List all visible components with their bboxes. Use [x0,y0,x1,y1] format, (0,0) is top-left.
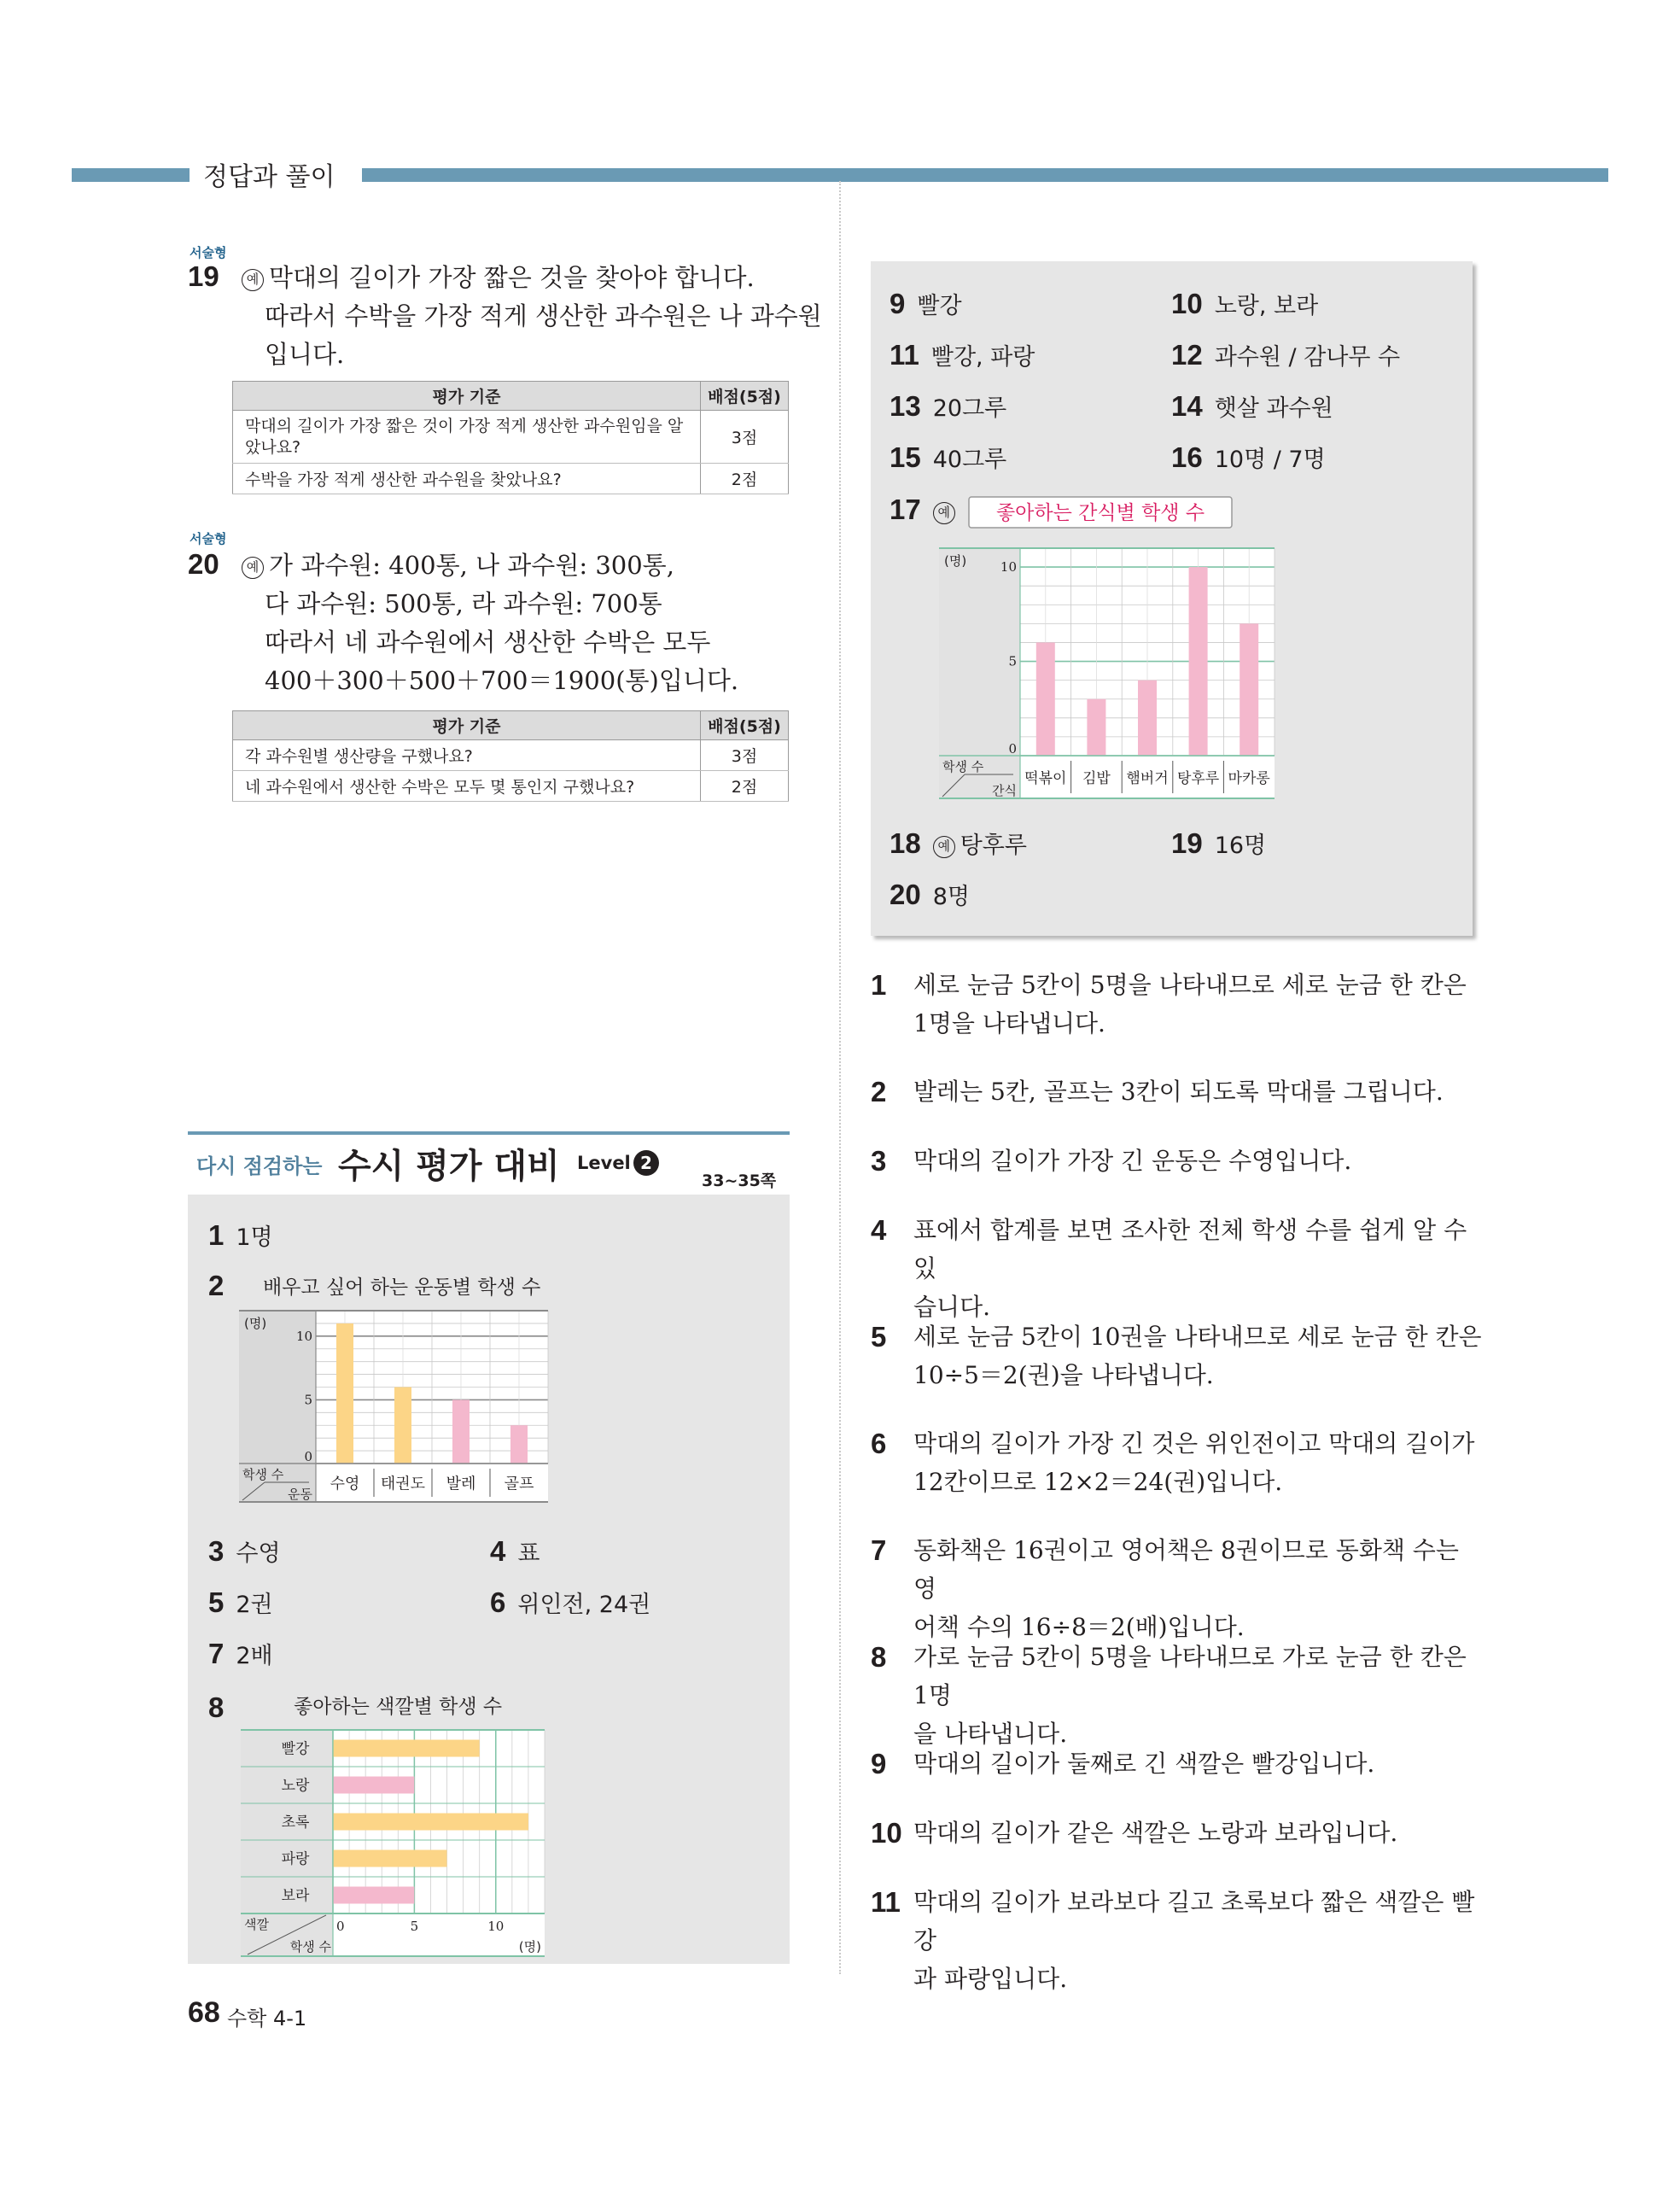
bar-발레 [452,1399,470,1464]
explanation-line: 세로 눈금 5칸이 5명을 나타내므로 세로 눈금 한 칸은 [913,971,1467,999]
bar-떡볶이 [1036,642,1055,756]
col-label: 학생 수 [289,1939,331,1954]
y-tick-label: 0 [304,1449,312,1464]
header-bar-left [72,168,190,182]
level-item [208,1691,236,1724]
points-cell: 2점 [701,464,789,494]
points-cell: 2점 [701,771,789,802]
col-label: 간식 [992,783,1017,798]
level-label: Level [577,1153,631,1173]
x-tick-label: 10 [487,1919,505,1934]
ye-mark: 예 [933,502,955,524]
explanation-line: 표에서 합계를 보면 조사한 전체 학생 수를 쉽게 알 수 있 [913,1216,1467,1282]
bar-탕후루 [1189,567,1208,756]
explanation-line: 과 파랑입니다. [913,1965,1068,1993]
explanation-number: 2 [871,1076,887,1107]
column-divider [839,181,841,1974]
plot-area [239,1311,548,1502]
bar-초록 [333,1814,528,1831]
bar-파랑 [333,1850,447,1867]
answer-number: 11 [890,339,919,371]
answer-item [890,338,1035,371]
q20-line-1-text: 가 과수원: 400통, 나 과수원: 300통, [269,551,674,580]
explanation-item [871,1211,1485,1326]
y-tick-label: 5 [1008,653,1017,669]
q19-number: 19 [188,260,219,292]
q19-tag: 서술형 [190,245,227,260]
points-cell: 3점 [701,411,789,464]
q20-line-1 [242,546,674,585]
explanation-number: 5 [871,1321,887,1353]
points-cell: 3점 [701,740,789,771]
bar-태권도 [394,1388,411,1464]
criteria-header: 평가 기준 [233,711,701,740]
level-item [208,1218,273,1252]
criteria-cell: 수박을 가장 적게 생산한 과수원을 찾았나요? [233,464,701,494]
answer-text: 40그루 [932,447,1007,473]
answer-number: 13 [890,390,921,422]
explanation-item [871,1424,1485,1501]
sport-bar-chart [239,1270,580,1513]
answer-number: 15 [890,441,921,473]
explanation-line: 동화책은 16권이고 영어책은 8권이므로 동화책 수는 영 [913,1536,1459,1603]
answer-number: 20 [890,879,921,910]
q20-tag: 서술형 [190,531,227,546]
answer-item [890,287,962,320]
explanation-number: 9 [871,1748,887,1779]
explanation-line: 막대의 길이가 가장 긴 것은 위인전이고 막대의 길이가 [913,1429,1475,1458]
answer-text: 빨강 [917,293,962,319]
criteria-header: 평가 기준 [233,382,701,411]
y-tick-label: 10 [1000,559,1017,576]
chart-title: 좋아하는 색깔별 학생 수 [294,1696,503,1718]
explanation-line: 1명을 나타냅니다. [913,1009,1105,1037]
explanation-number: 6 [871,1428,887,1459]
bar-빨강 [333,1740,480,1757]
header-bar-right [362,168,1608,182]
explanation-line: 을 나타냅니다. [913,1720,1068,1748]
criteria-cell: 각 과수원별 생산량을 구했나요? [233,740,701,771]
chart-title: 좋아하는 간식별 학생 수 [995,502,1205,524]
bar-김밥 [1087,699,1105,756]
explanation-line: 10÷5＝2(권)을 나타냅니다. [913,1361,1214,1389]
category-label: 수영 [330,1475,360,1493]
x-tick-label: 5 [410,1919,419,1934]
chart-title: 배우고 싶어 하는 운동별 학생 수 [263,1277,541,1299]
level-item-number: 2 [208,1270,225,1301]
level-item-text: 위인전, 24권 [517,1592,651,1618]
y-tick-label: 5 [304,1392,312,1408]
explanation-number: 4 [871,1214,887,1246]
answer-item [890,389,1006,423]
ye-mark: 예 [933,836,955,858]
category-label: 보라 [281,1887,310,1905]
answer-text: 16명 [1214,833,1267,859]
level-title: 수시 평가 대비 [338,1147,560,1186]
explanation-line: 발레는 5칸, 골프는 3칸이 되도록 막대를 그립니다. [913,1078,1444,1106]
answer-text: 10명 / 7명 [1214,447,1326,473]
answer-item [890,827,1027,860]
category-label: 마카롱 [1228,770,1270,787]
explanation-line: 막대의 길이가 둘째로 긴 색깔은 빨강입니다. [913,1750,1375,1778]
q20-grading-table [232,710,789,802]
criteria-cell: 네 과수원에서 생산한 수박은 모두 몇 통인지 구했나요? [233,771,701,802]
level-item-number: 6 [490,1586,506,1618]
q20-line-3: 따라서 네 과수원에서 생산한 수박은 모두 [265,628,711,657]
explanation-line: 습니다. [913,1293,991,1321]
category-label: 발레 [446,1475,476,1493]
explanation-item [871,1531,1485,1646]
unit-label: (명) [944,553,967,569]
criteria-cell: 막대의 길이가 가장 짧은 것이 가장 적게 생산한 과수원임을 알았나요? [233,411,701,464]
bar-보라 [333,1887,414,1904]
unit-label: (명) [518,1939,541,1954]
level-prefix: 다시 점검하는 [196,1154,323,1178]
answer-text: 20그루 [932,395,1007,422]
explanation-number: 10 [871,1817,902,1849]
plot-area [939,548,1275,798]
answer-text: 과수원 / 감나무 수 [1214,344,1401,371]
explanation-item [871,1638,1485,1753]
answer-text: 8명 [932,884,970,910]
answer-item [1171,827,1266,860]
level-item [490,1586,650,1619]
explanation-line: 막대의 길이가 같은 색깔은 노랑과 보라입니다. [913,1819,1398,1847]
level-item-number: 3 [208,1535,225,1567]
explanation-line: 막대의 길이가 가장 긴 운동은 수영입니다. [913,1147,1352,1175]
q20-line-2: 다 과수원: 500통, 라 과수원: 700통 [265,589,662,618]
answer-number: 18 [890,827,921,859]
explanation-item [871,1142,1485,1180]
ye-mark: 예 [242,557,264,579]
category-label: 노랑 [281,1777,310,1795]
tick-row [333,1913,545,1956]
q19-line-2: 따라서 수박을 가장 적게 생산한 과수원은 나 과수원 [265,301,822,330]
explanation-item [871,1883,1485,1998]
category-label: 김밥 [1082,770,1111,787]
answer-text: 노랑, 보라 [1214,293,1319,319]
level-item-text: 1명 [236,1224,273,1251]
explanation-number: 7 [871,1534,887,1566]
y-tick-label: 10 [295,1328,312,1344]
explanation-line: 가로 눈금 5칸이 5명을 나타내므로 가로 눈금 한 칸은 1명 [913,1643,1467,1709]
answer-item [890,441,1006,474]
q19-line-1 [242,259,755,297]
row-label: 색깔 [244,1917,269,1932]
q19-line-1-text: 막대의 길이가 가장 짧은 것을 찾아야 합니다. [269,263,755,292]
page-number: 68 [188,1996,220,2029]
explanation-item [871,1744,1485,1783]
answer-number: 9 [890,288,906,319]
explanation-line: 막대의 길이가 보라보다 길고 초록보다 짧은 색깔은 빨강 [913,1888,1475,1954]
explanation-line: 어책 수의 16÷8＝2(배)입니다. [913,1613,1245,1641]
answer-number: 12 [1171,339,1203,371]
answer-item [890,878,970,911]
level-item [208,1586,273,1619]
answer-number: 19 [1171,827,1203,859]
bar-마카롱 [1240,623,1258,756]
category-label: 골프 [504,1475,534,1493]
category-label: 초록 [281,1814,310,1832]
explanation-line: 12칸이므로 12×2＝24(권)입니다. [913,1468,1283,1496]
answer-number: 17 [890,494,921,525]
col-label: 운동 [288,1487,312,1502]
level-item [208,1534,281,1568]
answer-number: 14 [1171,390,1203,422]
answer-text: 탕후루 [960,833,1027,859]
q20-number: 20 [188,548,219,580]
answer-number: 16 [1171,441,1203,473]
answer-text: 빨강, 파랑 [930,344,1035,371]
level-item [208,1270,236,1302]
explanation-number: 3 [871,1145,887,1177]
level-item [208,1637,273,1670]
level-item-number: 8 [208,1691,225,1723]
level-item-number: 5 [208,1586,225,1618]
answer-item [1171,441,1326,474]
level-pages: 33~35쪽 [702,1171,777,1190]
q19-grading-table [232,381,789,494]
bar-수영 [336,1323,353,1464]
answer-text: 햇살 과수원 [1214,395,1333,422]
level-item-text: 수영 [236,1540,281,1567]
level-item-text: 2권 [236,1592,273,1618]
category-label: 떡볶이 [1024,770,1067,787]
page-header-title: 정답과 풀이 [203,162,335,192]
level-number-badge: 2 [633,1150,659,1176]
explanation-number: 8 [871,1641,887,1673]
row-label: 학생 수 [242,1467,284,1482]
explanation-number: 11 [871,1886,901,1918]
answer-item [1171,338,1400,371]
row-label: 학생 수 [942,759,984,774]
q20-line-4: 400＋300＋500＋700＝1900(통)입니다. [265,666,739,695]
level-item-number: 7 [208,1638,225,1669]
explanation-item [871,1318,1485,1394]
bar-햄버거 [1138,681,1157,756]
answer-item [1171,389,1333,423]
unit-label: (명) [244,1316,267,1331]
ye-mark: 예 [242,269,264,291]
category-label: 햄버거 [1126,770,1169,787]
x-tick-label: 0 [336,1919,345,1934]
book-title: 수학 4-1 [227,2007,307,2030]
level-item-text: 표 [517,1540,540,1567]
category-label: 태권도 [380,1475,426,1493]
plot-area [241,1730,545,1956]
explanation-item [871,1072,1485,1111]
answer-number: 10 [1171,288,1203,319]
level-top-rule [188,1131,790,1135]
color-bar-chart [239,1689,563,1964]
explanation-number: 1 [871,969,887,1001]
points-header: 배점(5점) [701,382,789,411]
category-label: 빨강 [281,1740,310,1758]
snack-bar-chart [935,495,1276,803]
y-tick-label: 0 [1008,741,1017,757]
explanation-item [871,966,1485,1043]
bar-골프 [510,1425,528,1464]
level-item-number: 4 [490,1535,506,1567]
level-item-number: 1 [208,1219,225,1251]
category-label: 파랑 [281,1850,310,1868]
answer-item [1171,287,1318,320]
q19-line-3: 입니다. [265,340,345,369]
explanation-line: 세로 눈금 5칸이 10권을 나타내므로 세로 눈금 한 칸은 [913,1323,1482,1351]
level-item-text: 2배 [236,1643,273,1669]
category-label: 탕후루 [1176,770,1220,787]
level-item [490,1534,540,1568]
explanation-item [871,1814,1485,1852]
points-header: 배점(5점) [701,711,789,740]
bar-노랑 [333,1777,414,1794]
